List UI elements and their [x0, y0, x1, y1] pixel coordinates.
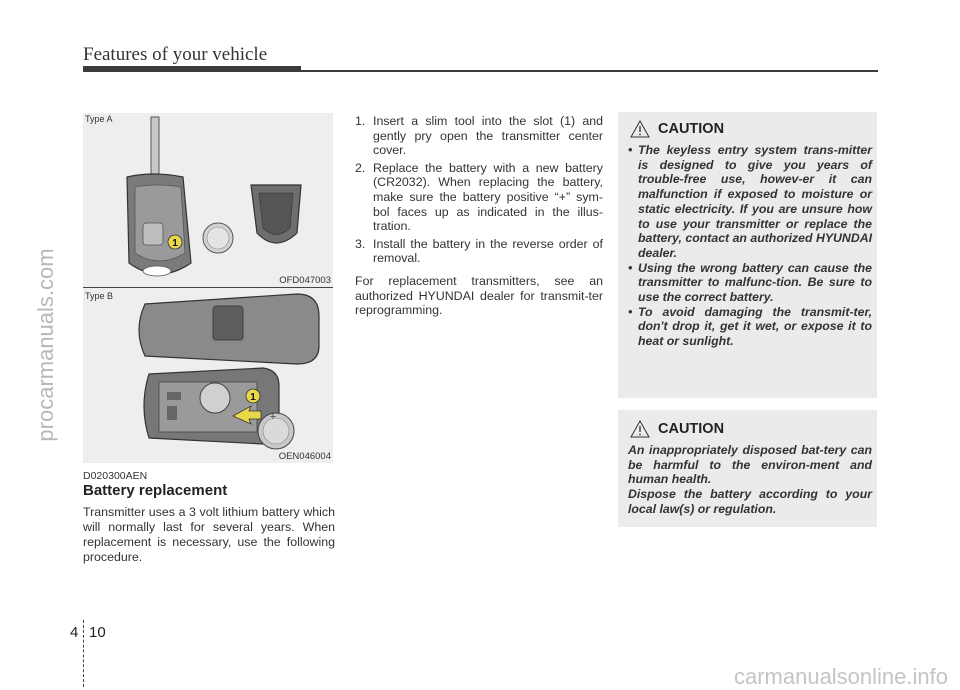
figure-b-marker-label: 1 — [250, 392, 256, 403]
key-fob-type-b-illustration — [83, 288, 333, 463]
step-text: Install the battery in the reverse order of removal. — [373, 236, 603, 266]
caution-paragraphs — [628, 443, 872, 517]
replacement-note: For replacement transmitters, see an authorized HYUNDAI dealer for transmit-ter reprogramming. — [355, 274, 603, 318]
caution-item-text: To avoid damaging the transmit-ter, don't drop it, get it wet, or expose it to heat or sunlight. — [638, 304, 872, 349]
caution-item-text: The keyless entry system trans-mitter is designed to give you years of trouble-free use, howev-er it can malfunction if exposed to moisture or static electricity. If you are unsure how to use your transmitter or replace the battery, contact an authorized HYUNDAI dealer. — [638, 143, 872, 260]
caution-title: CAUTION — [658, 121, 725, 137]
caution-box-1 — [618, 112, 877, 398]
bullet-icon: • — [628, 143, 633, 157]
caution-header — [630, 120, 724, 138]
figure-a-marker-label: 1 — [172, 238, 178, 249]
section-intro: Transmitter uses a 3 volt lithium battery which will normally last for several years. When replacement is necessary, use the following procedure. — [83, 505, 335, 564]
figure-b-code: OEN046004 — [278, 451, 331, 462]
figure-b-label: Type B — [85, 291, 114, 301]
bottom-watermark: carmanualsonline.info — [733, 664, 948, 689]
step-number: 2. — [355, 160, 366, 175]
step-number: 3. — [355, 236, 366, 251]
caution-list — [628, 143, 872, 349]
figure-type-a — [83, 113, 333, 288]
figure-a-code: OFD047003 — [279, 275, 331, 286]
warning-triangle-icon — [630, 120, 650, 138]
section-heading: Battery replacement — [83, 482, 228, 499]
caution-box-2 — [618, 410, 877, 527]
step-number: 1. — [355, 114, 366, 128]
caution-header — [630, 420, 724, 438]
bullet-icon: • — [628, 304, 633, 319]
step-text: Replace the battery with a new battery (CR2032). When replacing the battery, make sure the battery positive “+” sym-bol faces up as indicated in the illus-tration. — [373, 160, 603, 234]
footer-divider — [83, 620, 84, 687]
step-item — [355, 114, 603, 158]
caution-item — [628, 305, 872, 349]
step-item — [355, 237, 603, 266]
figure-b-plus-sign: + — [269, 411, 277, 423]
bullet-icon: • — [628, 260, 633, 275]
warning-triangle-icon — [630, 420, 650, 438]
header-rule — [83, 70, 878, 72]
caution-paragraph: Dispose the battery according to your local law(s) or regulation. — [628, 487, 872, 516]
chapter-number: 4 — [70, 624, 79, 641]
step-item — [355, 161, 603, 234]
caution-title: CAUTION — [658, 421, 725, 437]
caution-paragraph: An inappropriately disposed bat-tery can be harmful to the environ-ment and human health. — [628, 443, 872, 487]
header-title: Features of your vehicle — [83, 44, 268, 65]
caution-item — [628, 143, 872, 261]
step-text: Insert a slim tool into the slot (1) and gently pry open the transmitter center cover. — [373, 114, 603, 158]
side-watermark: procarmanuals.com — [33, 248, 58, 442]
key-fob-type-a-illustration — [83, 113, 333, 288]
caution-item — [628, 261, 872, 305]
section-code: D020300AEN — [83, 470, 148, 482]
caution-item-text: Using the wrong battery can cause the transmitter to malfunc-tion. Be sure to use the correct battery. — [638, 260, 872, 305]
page-number: 10 — [89, 624, 106, 641]
figure-type-b — [83, 288, 333, 463]
figure-a-label: Type A — [85, 114, 113, 124]
procedure-steps — [355, 114, 603, 269]
